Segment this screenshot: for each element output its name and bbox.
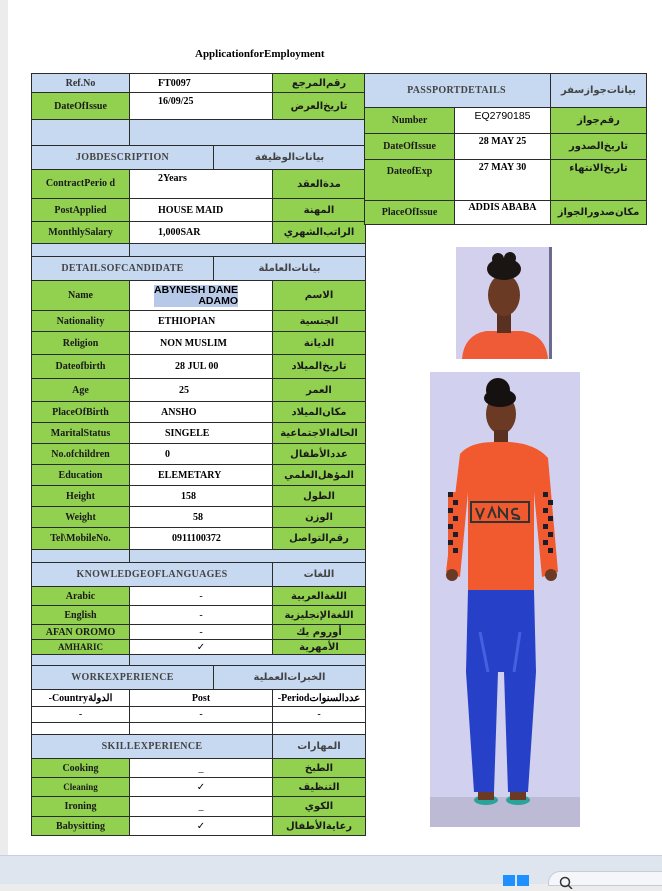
religion-label: Religion	[32, 332, 130, 355]
passport-exp-row	[365, 160, 647, 201]
dob-row	[32, 355, 366, 379]
marital-row	[32, 423, 366, 444]
nationality-label: Nationality	[32, 311, 130, 332]
languages-header-ar: اللغات	[273, 563, 366, 587]
place-of-birth-label: PlaceOfBirth	[32, 402, 130, 423]
name-row	[32, 281, 366, 311]
height-label: Height	[32, 486, 130, 507]
passport-exp-ar: تاريخ‌الانتهاء	[551, 160, 647, 201]
languages-header: KNOWLEDGEOFLANGUAGES	[32, 563, 273, 587]
skill-ironing-row	[32, 797, 366, 817]
lang-oromo-ar: أوروم يك	[273, 625, 366, 640]
post-value: HOUSE MAID	[130, 199, 273, 222]
date-issue-row	[32, 93, 366, 120]
work-period-col: -Periodعدد‌السنوات	[273, 690, 366, 707]
salary-label: MonthlySalary	[32, 222, 130, 244]
marital-value: SINGELE	[130, 423, 273, 444]
work-section-header	[32, 666, 366, 690]
lang-arabic-label: Arabic	[32, 587, 130, 606]
skill-babysitting-value: ✓	[130, 817, 273, 836]
education-row	[32, 465, 366, 486]
form-title: ApplicationforEmployment	[195, 48, 325, 60]
ref-no-ar: رقم‌المرجع	[273, 74, 366, 93]
lang-amharic-value: ✓	[130, 640, 273, 655]
application-table	[31, 73, 366, 836]
place-of-birth-ar: مكان‌الميلاد	[273, 402, 366, 423]
passport-header-row	[365, 74, 647, 108]
fullbody-illustration	[430, 372, 580, 827]
skills-header-ar: المهارات	[273, 735, 366, 759]
skills-section-header	[32, 735, 366, 759]
headshot-illustration	[456, 247, 552, 359]
skill-cleaning-ar: التنظيف	[273, 778, 366, 797]
tel-ar: رقم‌التواصل	[273, 528, 366, 550]
passport-exp-value: 27 MAY 30	[455, 160, 551, 201]
weight-ar: الوزن	[273, 507, 366, 528]
place-of-birth-value: ANSHO	[130, 402, 273, 423]
weight-row	[32, 507, 366, 528]
name-line2: ADAMO	[198, 294, 239, 307]
skills-header: SKILLEXPERIENCE	[32, 735, 273, 759]
work-period-value: -	[273, 707, 366, 723]
children-value: 0	[130, 444, 273, 465]
skill-babysitting-ar: رعاية‌الأطفال	[273, 817, 366, 836]
candidate-headshot-photo	[456, 247, 552, 359]
contract-value: 2Years	[130, 170, 273, 199]
tel-row	[32, 528, 366, 550]
lang-english-row	[32, 606, 366, 625]
salary-ar: الراتب‌الشهري	[273, 222, 366, 244]
contract-row	[32, 170, 366, 199]
job-section-header	[32, 146, 366, 170]
children-label: No.ofchildren	[32, 444, 130, 465]
passport-issue-value: 28 MAY 25	[455, 134, 551, 160]
age-row	[32, 379, 366, 402]
dob-value: 28 JUL 00	[130, 355, 273, 379]
candidate-header: DETAILSOFCANDIDATE	[32, 257, 214, 281]
passport-table	[364, 73, 647, 225]
skill-cooking-row	[32, 759, 366, 778]
job-header-ar: بيانات‌الوظيفة	[214, 146, 366, 170]
skill-cleaning-row	[32, 778, 366, 797]
passport-number-label: Number	[365, 108, 455, 134]
skill-cleaning-label: Cleaning	[32, 778, 130, 797]
work-header-ar: الخبرات‌العملية	[214, 666, 366, 690]
education-value: ELEMETARY	[130, 465, 273, 486]
ref-no-value: FT0097	[130, 74, 273, 93]
lang-english-value: -	[130, 606, 273, 625]
lang-english-label: English	[32, 606, 130, 625]
lang-oromo-value: -	[130, 625, 273, 640]
ref-no-label: Ref.No	[32, 74, 130, 93]
work-post-value: -	[130, 707, 273, 723]
height-value: 158	[130, 486, 273, 507]
passport-issue-row	[365, 134, 647, 160]
dob-ar: تاريخ‌الميلاد	[273, 355, 366, 379]
work-country-value: -	[32, 707, 130, 723]
languages-section-header	[32, 563, 366, 587]
nationality-ar: الجنسية	[273, 311, 366, 332]
marital-ar: الحالة‌الاجتماعية	[273, 423, 366, 444]
job-header: JOBDESCRIPTION	[32, 146, 214, 170]
dob-label: Dateofbirth	[32, 355, 130, 379]
passport-number-row	[365, 108, 647, 134]
skill-babysitting-label: Babysitting	[32, 817, 130, 836]
contract-ar: مدة‌العقد	[273, 170, 366, 199]
age-label: Age	[32, 379, 130, 402]
skill-ironing-label: Ironing	[32, 797, 130, 817]
work-data-row	[32, 707, 366, 723]
lang-amharic-row	[32, 640, 366, 655]
passport-issue-label: DateOfIssue	[365, 134, 455, 160]
passport-number-ar: رقم‌جواز	[551, 108, 647, 134]
contract-label: ContractPerio d	[32, 170, 130, 199]
date-issue-value: 16/09/25	[130, 93, 273, 120]
height-ar: الطول	[273, 486, 366, 507]
work-columns-row	[32, 690, 366, 707]
passport-place-label: PlaceOfIssue	[365, 201, 455, 225]
date-issue-label: DateOfIssue	[32, 93, 130, 120]
religion-value: NON MUSLIM	[130, 332, 273, 355]
age-ar: العمر	[273, 379, 366, 402]
lang-english-ar: اللغة‌الإنجليزية	[273, 606, 366, 625]
weight-value: 58	[130, 507, 273, 528]
candidate-section-header	[32, 257, 366, 281]
work-country-col: -Countryالدولة	[32, 690, 130, 707]
religion-row	[32, 332, 366, 355]
taskbar-search-box[interactable]	[548, 871, 662, 886]
windows-icon	[503, 875, 529, 886]
lang-amharic-label: AMHARIC	[32, 640, 130, 655]
ref-no-row	[32, 74, 366, 93]
passport-place-row	[365, 201, 647, 225]
lang-arabic-ar: اللغة‌العربية	[273, 587, 366, 606]
height-row	[32, 486, 366, 507]
lang-arabic-row	[32, 587, 366, 606]
age-value: 25	[130, 379, 273, 402]
candidate-header-ar: بيانات‌العاملة	[214, 257, 366, 281]
candidate-fullbody-photo	[430, 372, 580, 827]
skill-cooking-value: _	[130, 759, 273, 778]
post-ar: المهنة	[273, 199, 366, 222]
lang-amharic-ar: الأمهرية	[273, 640, 366, 655]
tel-label: Tel\MobileNo.	[32, 528, 130, 550]
education-ar: المؤهل‌العلمي	[273, 465, 366, 486]
passport-number-value: EQ2790185	[455, 108, 551, 134]
skill-cleaning-value: ✓	[130, 778, 273, 797]
passport-place-ar: مكان‌صدور‌الجواز	[551, 201, 647, 225]
skill-ironing-ar: الكوي	[273, 797, 366, 817]
passport-place-value: ADDIS ABABA	[455, 201, 551, 225]
lang-oromo-row	[32, 625, 366, 640]
name-label: Name	[32, 281, 130, 311]
name-ar: الاسم	[273, 281, 366, 311]
tel-value: 0911100372	[130, 528, 273, 550]
salary-value: 1,000SAR	[130, 222, 273, 244]
skill-cooking-label: Cooking	[32, 759, 130, 778]
skill-ironing-value: _	[130, 797, 273, 817]
nationality-row	[32, 311, 366, 332]
start-button[interactable]	[503, 873, 529, 884]
name-value	[130, 281, 273, 311]
salary-row	[32, 222, 366, 244]
date-issue-ar: تاريخ‌العرض	[273, 93, 366, 120]
lang-arabic-value: -	[130, 587, 273, 606]
skill-babysitting-row	[32, 817, 366, 836]
weight-label: Weight	[32, 507, 130, 528]
lang-oromo-label: AFAN OROMO	[32, 625, 130, 640]
place-of-birth-row	[32, 402, 366, 423]
passport-header-ar: بيانات‌جواز‌سفر	[551, 74, 647, 108]
education-label: Education	[32, 465, 130, 486]
skill-cooking-ar: الطبخ	[273, 759, 366, 778]
taskbar	[0, 855, 662, 884]
work-header: WORKEXPERIENCE	[32, 666, 214, 690]
passport-issue-ar: تاريخ‌الصدور	[551, 134, 647, 160]
post-label: PostApplied	[32, 199, 130, 222]
passport-exp-label: DateofExp	[365, 160, 455, 201]
post-row	[32, 199, 366, 222]
work-post-col: Post	[130, 690, 273, 707]
spacer-row	[32, 120, 366, 146]
religion-ar: الديانة	[273, 332, 366, 355]
nationality-value: ETHIOPIAN	[130, 311, 273, 332]
passport-header: PASSPORTDETAILS	[365, 74, 551, 108]
marital-label: MaritalStatus	[32, 423, 130, 444]
children-ar: عدد‌الأطفال	[273, 444, 366, 465]
children-row	[32, 444, 366, 465]
name-line1: ABYNESH DANE	[154, 283, 239, 296]
